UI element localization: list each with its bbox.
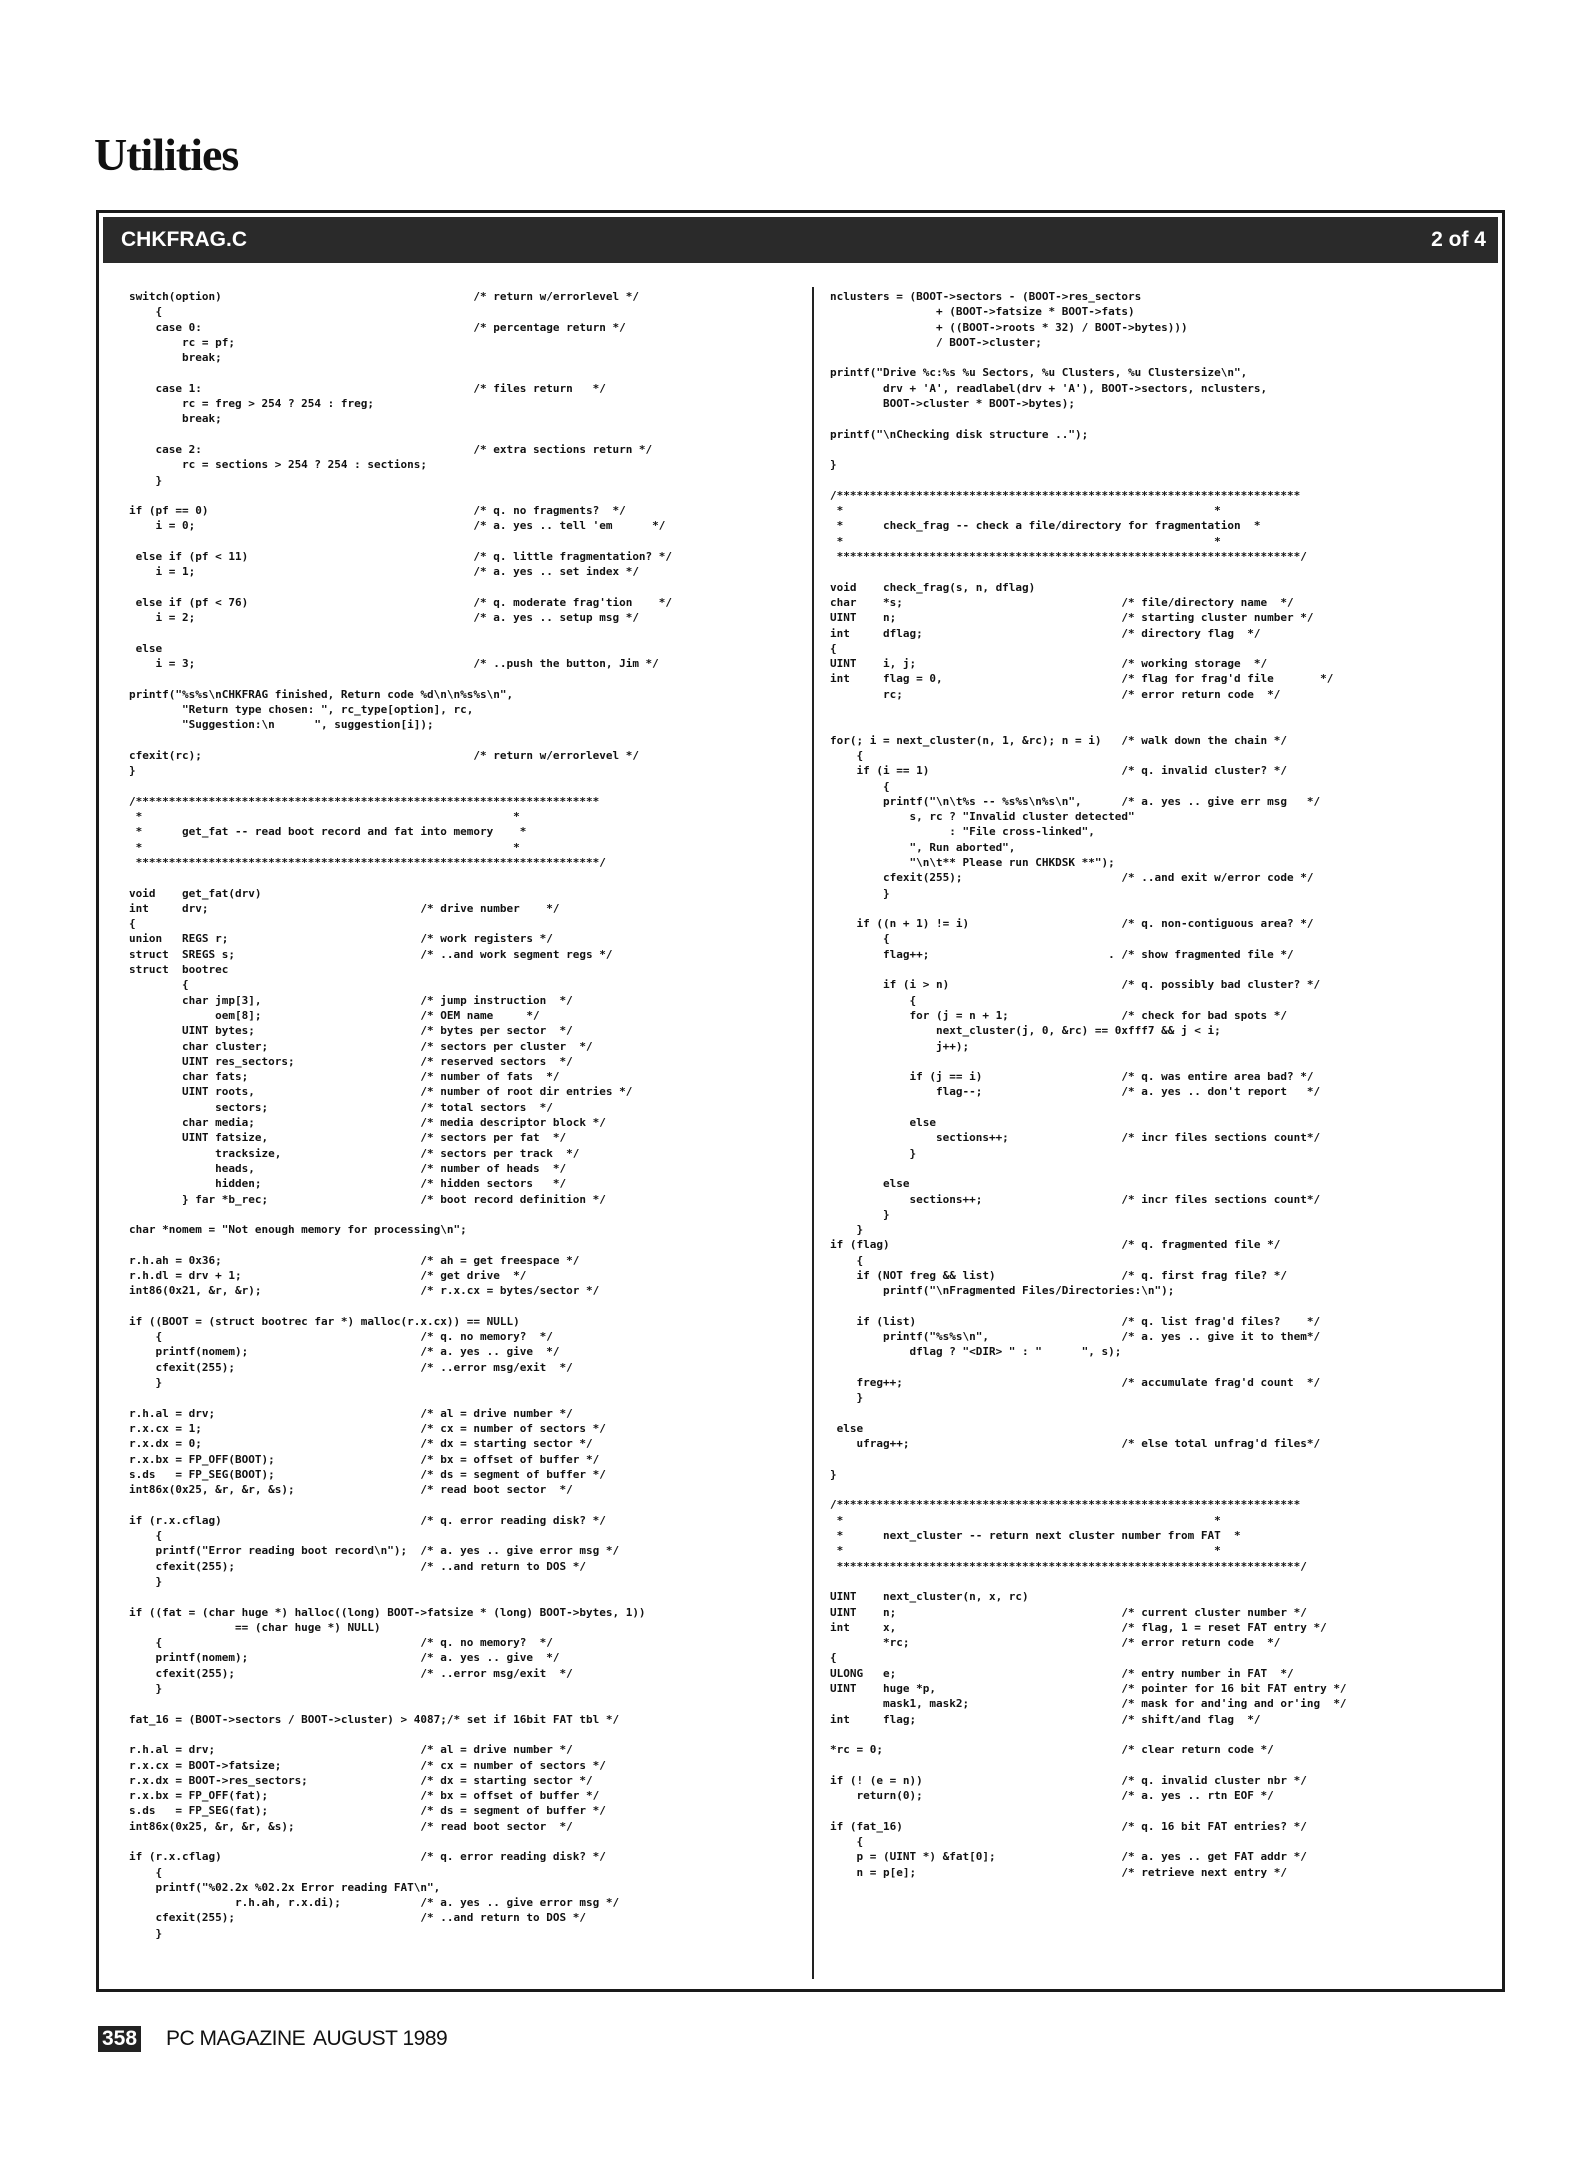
listing-page-indicator: 2 of 4	[1431, 228, 1486, 251]
page-number: 358	[98, 2026, 141, 2052]
issue-date: AUGUST 1989	[313, 2027, 448, 2050]
page-title: Utilities	[94, 129, 239, 180]
listing-header	[103, 217, 1498, 263]
listing-filename: CHKFRAG.C	[121, 228, 247, 251]
code-column-right: nclusters = (BOOT->sectors - (BOOT->res_sectors + (BOOT->fatsize * BOOT->fats) + ((BOOT->roots * 32) / BOOT->bytes))) / BOOT->cluster; printf("Drive %c:%s %u Sectors, %u Clusters, %u Clustersize\n", drv + 'A', readlabel(drv + 'A'), BOOT->sectors, nclusters, BOOT->cluster * BOOT->bytes); printf("\nChecking disk structure .."); } /********************************************************************** * * * check_frag -- check a file/directory for fragmentation * * * **********************************************************************/ void check_frag(s, n, dflag) char *s; /* file/directory name */ UINT n; /* starting cluster number */ int dflag; /* directory flag */ { UINT i, j; /* working storage */ int flag = 0, /* flag for frag'd file */ rc; /* error return code */ for(; i = next_cluster(n, 1, &rc); n = i) /* walk down the chain */ { if (i == 1) /* q. invalid cluster? */ { printf("\n\t%s -- %s%s\n%s\n", /* a. yes .. give err msg */ s, rc ? "Invalid cluster detected" : "File cross-linked", ", Run aborted", "\n\t** Please run CHKDSK **"); cfexit(255); /* ..and exit w/error code */ } if ((n + 1) != i) /* q. non-contiguous area? */ { flag++; . /* show fragmented file */ if (i > n) /* q. possibly bad cluster? */ { for (j = n + 1; /* check for bad spots */ next_cluster(j, 0, &rc) == 0xfff7 && j < i; j++); if (j == i) /* q. was entire area bad? */ flag--; /* a. yes .. don't report */ else sections++; /* incr files sections count*/ } else sections++; /* incr files sections count*/ } } if (flag) /* q. fragmented file */ { if (NOT freg && list) /* q. first frag file? */ printf("\nFragmented Files/Directories:\n"); if (list) /* q. list frag'd files? */ printf("%s%s\n", /* a. yes .. give it to them*/ dflag ? "<DIR> " : " ", s); freg++; /* accumulate frag'd count */ } else ufrag++; /* else total unfrag'd files*/ } /********************************************************************** * * * next_cluster -- return next cluster number from FAT * * * **********************************************************************/ UINT next_cluster(n, x, rc) UINT n; /* current cluster number */ int x, /* flag, 1 = reset FAT entry */ *rc; /* error return code */ { ULONG e; /* entry number in FAT */ UINT huge *p, /* pointer for 16 bit FAT entry */ mask1, mask2; /* mask for and'ing and or'ing */ int flag; /* shift/and flag */ *rc = 0; /* clear return code */ if (! (e = n)) /* q. invalid cluster nbr */ return(0); /* a. yes .. rtn EOF */ if (fat_16) /* q. 16 bit FAT entries? */ { p = (UINT *) &fat[0]; /* a. yes .. get FAT addr */ n = p[e]; /* retrieve next entry */	[830, 290, 1347, 1879]
column-divider	[812, 287, 814, 1979]
magazine-name: PC MAGAZINE	[166, 2027, 306, 2050]
code-listing-box	[96, 210, 1505, 1992]
code-column-left: switch(option) /* return w/errorlevel */ { case 0: /* percentage return */ rc = pf; break; case 1: /* files return */ rc = freg > 254 ? 254 : freg; break; case 2: /* extra sections return */ rc = sections > 254 ? 254 : sections; } if (pf == 0) /* q. no fragments? */ i = 0; /* a. yes .. tell 'em */ else if (pf < 11) /* q. little fragmentation? */ i = 1; /* a. yes .. set index */ else if (pf < 76) /* q. moderate frag'tion */ i = 2; /* a. yes .. setup msg */ else i = 3; /* ..push the button, Jim */ printf("%s%s\nCHKFRAG finished, Return code %d\n\n%s%s\n", "Return type chosen: ", rc_type[option], rc, "Suggestion:\n ", suggestion[i]); cfexit(rc); /* return w/errorlevel */ } /********************************************************************** * * * get_fat -- read boot record and fat into memory * * * **********************************************************************/ void get_fat(drv) int drv; /* drive number */ { union REGS r; /* work registers */ struct SREGS s; /* ..and work segment regs */ struct bootrec { char jmp[3], /* jump instruction */ oem[8]; /* OEM name */ UINT bytes; /* bytes per sector */ char cluster; /* sectors per cluster */ UINT res_sectors; /* reserved sectors */ char fats; /* number of fats */ UINT roots, /* number of root dir entries */ sectors; /* total sectors */ char media; /* media descriptor block */ UINT fatsize, /* sectors per fat */ tracksize, /* sectors per track */ heads, /* number of heads */ hidden; /* hidden sectors */ } far *b_rec; /* boot record definition */ char *nomem = "Not enough memory for processing\n"; r.h.ah = 0x36; /* ah = get freespace */ r.h.dl = drv + 1; /* get drive */ int86(0x21, &r, &r); /* r.x.cx = bytes/sector */ if ((BOOT = (struct bootrec far *) malloc(r.x.cx)) == NULL) { /* q. no memory? */ printf(nomem); /* a. yes .. give */ cfexit(255); /* ..error msg/exit */ } r.h.al = drv; /* al = drive number */ r.x.cx = 1; /* cx = number of sectors */ r.x.dx = 0; /* dx = starting sector */ r.x.bx = FP_OFF(BOOT); /* bx = offset of buffer */ s.ds = FP_SEG(BOOT); /* ds = segment of buffer */ int86x(0x25, &r, &r, &s); /* read boot sector */ if (r.x.cflag) /* q. error reading disk? */ { printf("Error reading boot record\n"); /* a. yes .. give error msg */ cfexit(255); /* ..and return to DOS */ } if ((fat = (char huge *) halloc((long) BOOT->fatsize * (long) BOOT->bytes, 1)) == (char huge *) NULL) { /* q. no memory? */ printf(nomem); /* a. yes .. give */ cfexit(255); /* ..error msg/exit */ } fat_16 = (BOOT->sectors / BOOT->cluster) > 4087;/* set if 16bit FAT tbl */ r.h.al = drv; /* al = drive number */ r.x.cx = BOOT->fatsize; /* cx = number of sectors */ r.x.dx = BOOT->res_sectors; /* dx = starting sector */ r.x.bx = FP_OFF(fat); /* bx = offset of buffer */ s.ds = FP_SEG(fat); /* ds = segment of buffer */ int86x(0x25, &r, &r, &s); /* read boot sector */ if (r.x.cflag) /* q. error reading disk? */ { printf("%02.2x %02.2x Error reading FAT\n", r.h.ah, r.x.di); /* a. yes .. give error msg */ cfexit(255); /* ..and return to DOS */ }	[129, 290, 673, 1940]
